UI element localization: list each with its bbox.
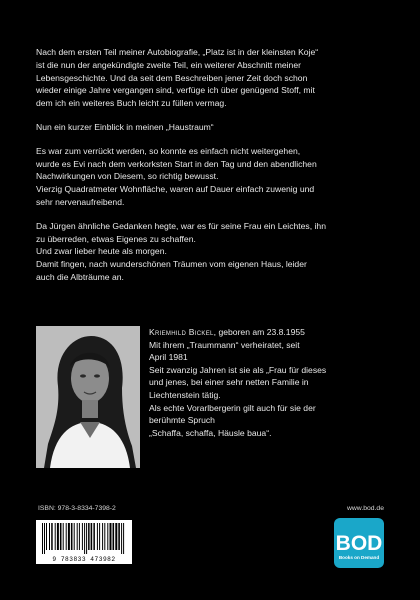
barcode-bar: [42, 523, 43, 554]
blurb-line: wieder einige Jahre vergangen sind, verfüge ich über genügend Stoff, mit: [36, 85, 315, 96]
barcode-bar: [104, 523, 105, 550]
isbn-label: ISBN: 978-3-8334-7398-2: [38, 505, 116, 512]
publisher-url[interactable]: www.bod.de: [346, 505, 384, 512]
author-bio: [149, 326, 389, 439]
blurb-line: auch die Albträume an.: [36, 271, 124, 282]
barcode-bar: [60, 523, 62, 550]
bod-logo-graphic: [334, 518, 384, 568]
barcode-bar: [115, 523, 117, 550]
blurb-paragraph-2: [36, 121, 384, 134]
bio-line: berühmte Spruch: [149, 415, 215, 426]
barcode-bar: [88, 523, 90, 550]
blurb-line: Vierzig Quadratmeter Wohnfläche, waren auf Dauer einfach zuwenig und: [36, 184, 315, 195]
blurb-line: Da Jürgen ähnliche Gedanken hegte, war es für seine Frau ein Leichtes, ihn: [36, 220, 326, 231]
bio-line: Als echte Vorarlbergerin gilt auch für sie der: [149, 402, 316, 413]
barcode-bar: [74, 523, 75, 550]
blurb-line: Lebensgeschichte. Und da seit dem Beschreiben jener Zeit doch schon: [36, 72, 308, 83]
author-portrait-graphic: [36, 326, 140, 468]
bio-line: Mit ihrem „Traummann“ verheiratet, seit: [149, 339, 300, 350]
blurb-line: dem ich ein weiteres Buch leicht zu füllen vermag.: [36, 98, 227, 109]
isbn-barcode: [36, 520, 132, 564]
blurb-text: [36, 46, 384, 295]
blurb-line: Nachwirkungen von Diesem, so richtig bewusst.: [36, 171, 219, 182]
barcode-bar: [99, 523, 100, 550]
blurb-line: Es war zum verrückt werden, so konnte es einfach nicht weitergehen,: [36, 145, 301, 156]
bod-logo-text: BOD: [335, 532, 383, 555]
barcode-bar: [66, 523, 67, 550]
barcode-bar: [77, 523, 78, 550]
bio-line: „Schaffa, schaffa, Häusle baua“.: [149, 427, 272, 438]
bio-first-line: [149, 326, 389, 339]
blurb-line: wurde es Evi nach dem verkorksten Start in den Tag und den abendlichen: [36, 158, 317, 169]
barcode-bar: [118, 523, 120, 550]
barcode-bar: [79, 523, 80, 550]
blurb-line: Damit fingen, nach wunderschönen Träumen vom eigenen Haus, leider: [36, 259, 307, 270]
barcode-bar: [44, 523, 45, 554]
barcode-bar: [63, 523, 64, 550]
blurb-line: Nun ein kurzer Einblick in meinen „Haustraum“: [36, 121, 214, 132]
barcode-bar: [46, 523, 47, 550]
barcode-bar: [49, 523, 50, 550]
barcode-bar: [68, 523, 70, 550]
barcode-bar: [123, 523, 124, 554]
barcode-bars: [36, 520, 132, 556]
bio-line: Seit zwanzig Jahren ist sie als „Frau für dieses: [149, 364, 327, 375]
bio-line: , geboren am 23.8.1955: [213, 327, 305, 337]
barcode-bar: [91, 523, 93, 550]
barcode-bar: [82, 523, 83, 550]
blurb-paragraph-1: [36, 46, 384, 110]
blurb-line: Nach dem ersten Teil meiner Autobiografie, „Platz ist in der kleinsten Koje“: [36, 47, 319, 57]
bio-line: Liechtenstein tätig.: [149, 389, 221, 400]
barcode-bar: [107, 523, 108, 550]
barcode-bar: [86, 523, 87, 554]
barcode-bar: [110, 523, 112, 550]
barcode-bar: [102, 523, 103, 550]
bio-line: und jenes, bei einer sehr netten Familie in: [149, 377, 309, 388]
barcode-bar: [113, 523, 115, 550]
author-name: Kriemhild Bickel: [149, 327, 214, 337]
author-photo: [36, 326, 140, 468]
bod-tagline: Books on Demand: [338, 555, 380, 560]
blurb-line: zu überreden, etwas Eigenes zu schaffen.: [36, 233, 196, 244]
blurb-line: sehr nervenaufreibend.: [36, 196, 125, 207]
barcode-number: 9 783833 473982: [52, 556, 116, 563]
barcode-bar: [51, 523, 53, 550]
barcode-bar: [97, 523, 98, 550]
bio-line: April 1981: [149, 352, 188, 363]
blurb-paragraph-3: [36, 145, 384, 209]
blurb-paragraph-4: [36, 220, 384, 284]
barcode-bar: [57, 523, 59, 550]
barcode-bar: [71, 523, 73, 550]
bod-logo: [334, 518, 384, 568]
blurb-line: Und zwar lieber heute als morgen.: [36, 246, 167, 257]
barcode-bar: [121, 523, 122, 554]
barcode-bar: [93, 523, 95, 550]
blurb-line: ist die nun der angekündigte zweite Teil, ein weiterer Abschnitt meiner: [36, 59, 301, 70]
barcode-bar: [55, 523, 56, 550]
barcode-bar: [84, 523, 85, 554]
